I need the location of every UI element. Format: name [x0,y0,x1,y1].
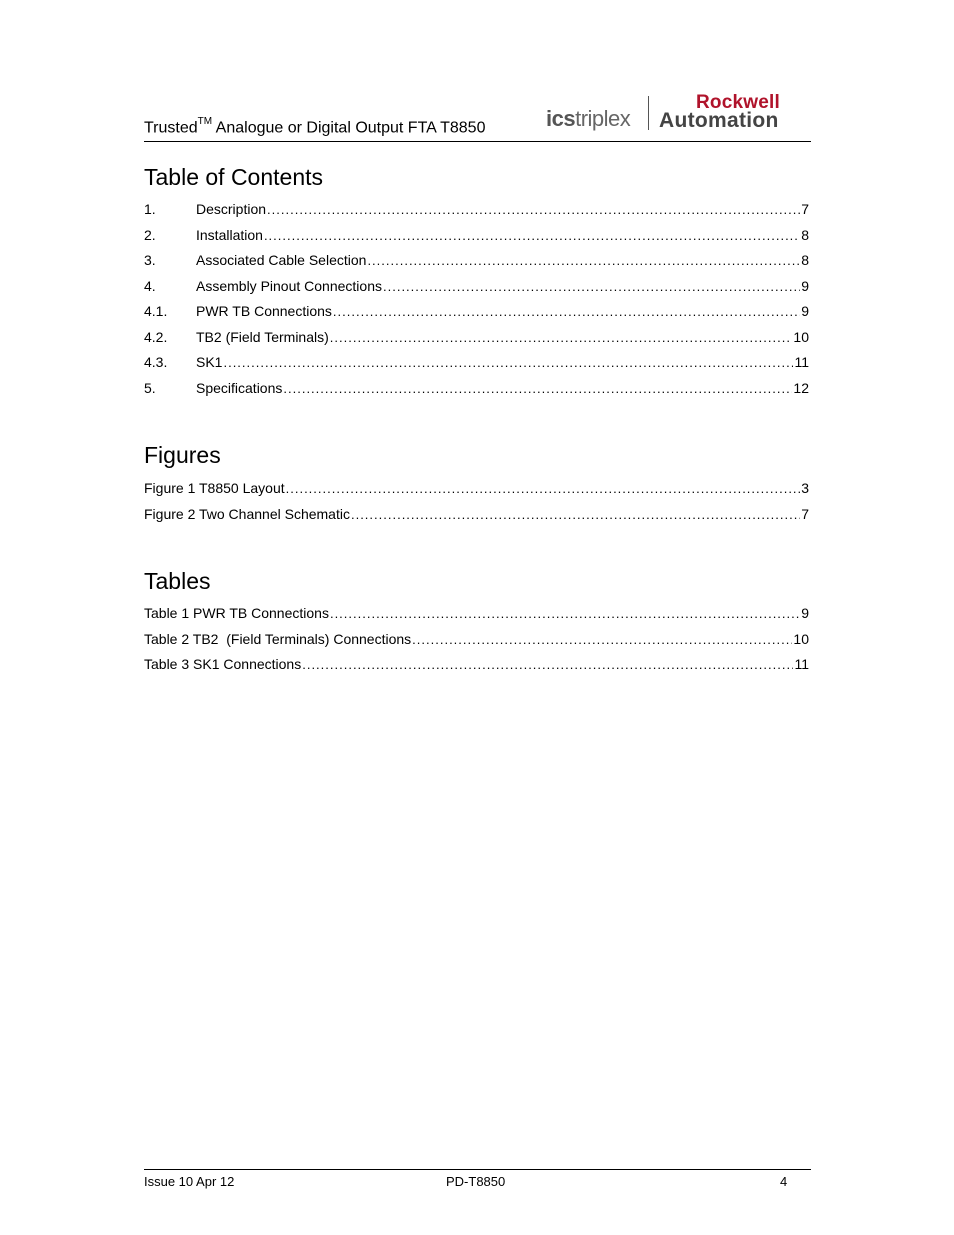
figure-entry-label: Figure 1 T8850 Layout [144,480,285,496]
tables-heading: Tables [144,568,211,594]
leader-dots [283,381,792,397]
toc-entry[interactable] [144,252,809,278]
rockwell-automation-logo: Rockwell Automation [659,92,780,132]
leader-dots [330,606,800,622]
footer-doc-id: PD-T8850 [446,1174,506,1189]
toc-entry-label: TB2 (Field Terminals) [196,328,329,345]
trademark-mark: TM [197,116,213,127]
toc-entry-number: 3. [144,252,156,268]
header-divider [144,141,811,142]
toc-entry-label: SK1 [196,354,223,370]
toc-entry-label: PWR TB Connections [196,303,332,319]
leader-dots [330,330,793,346]
table-entry[interactable] [144,656,809,682]
tables-list [144,605,809,682]
toc-entry-page: 8 [801,226,809,243]
table-entry[interactable] [144,631,809,657]
toc-entry-number: 5. [144,379,156,396]
toc-entry-number: 1. [144,201,156,217]
figure-entry-label: Figure 2 Two Channel Schematic [144,505,350,522]
leader-dots [351,507,800,523]
page-header [144,92,810,142]
toc-entry-label: Specifications [196,379,283,396]
ics-triplex-logo: icstriplex [546,106,631,131]
leader-dots [302,657,793,673]
footer-issue: Issue 10 Apr 12 [144,1174,235,1189]
toc-entry-number: 4.3. [144,354,168,370]
toc-heading: Table of Contents [144,164,324,190]
leader-dots [412,632,792,648]
toc-entry-page: 8 [801,252,809,268]
toc-list [144,201,809,405]
toc-entry-number: 4.2. [144,328,168,345]
table-entry-label: Table 3 SK1 Connections [144,656,302,672]
toc-entry-number: 4.1. [144,303,168,319]
document-title: Trusted™ Analogue or Digital Output FTA T8850 [144,116,486,137]
toc-entry-label: Assembly Pinout Connections [196,277,382,294]
toc-entry-page: 10 [793,328,809,345]
table-entry-page: 11 [794,656,809,672]
table-entry-page: 9 [801,605,809,621]
toc-entry[interactable] [144,380,809,406]
toc-entry-label: Associated Cable Selection [196,252,367,268]
toc-entry-page: 11 [794,354,809,370]
toc-entry-number: 2. [144,226,156,243]
toc-entry[interactable] [144,329,809,355]
leader-dots [333,304,800,320]
toc-entry-label: Description [196,201,267,217]
figures-list [144,480,809,531]
figure-entry-page: 7 [801,505,809,522]
toc-entry[interactable] [144,227,809,253]
table-entry-page: 10 [793,630,809,647]
table-entry[interactable] [144,605,809,631]
figures-heading: Figures [144,442,221,468]
footer-page-number: 4 [780,1174,788,1189]
toc-entry-number: 4. [144,277,156,294]
table-entry-label: Table 2 TB2 (Field Terminals) Connections [144,630,412,647]
toc-entry-page: 12 [793,379,809,396]
leader-dots [223,355,793,371]
toc-entry-page: 9 [801,303,809,319]
toc-entry[interactable] [144,303,809,329]
toc-entry-label: Installation [196,226,263,243]
toc-entry[interactable] [144,201,809,227]
figure-entry[interactable] [144,506,809,532]
table-entry-label: Table 1 PWR TB Connections [144,605,329,621]
toc-entry-page: 9 [801,277,809,294]
logo-separator [648,96,649,130]
figure-entry-page: 3 [801,480,809,496]
figure-entry[interactable] [144,480,809,506]
leader-dots [367,253,800,269]
footer-divider [144,1169,811,1170]
leader-dots [264,228,800,244]
toc-entry[interactable] [144,354,809,380]
leader-dots [383,279,800,295]
toc-entry[interactable] [144,278,809,304]
leader-dots [267,202,800,218]
leader-dots [286,481,801,497]
toc-entry-page: 7 [801,201,809,217]
